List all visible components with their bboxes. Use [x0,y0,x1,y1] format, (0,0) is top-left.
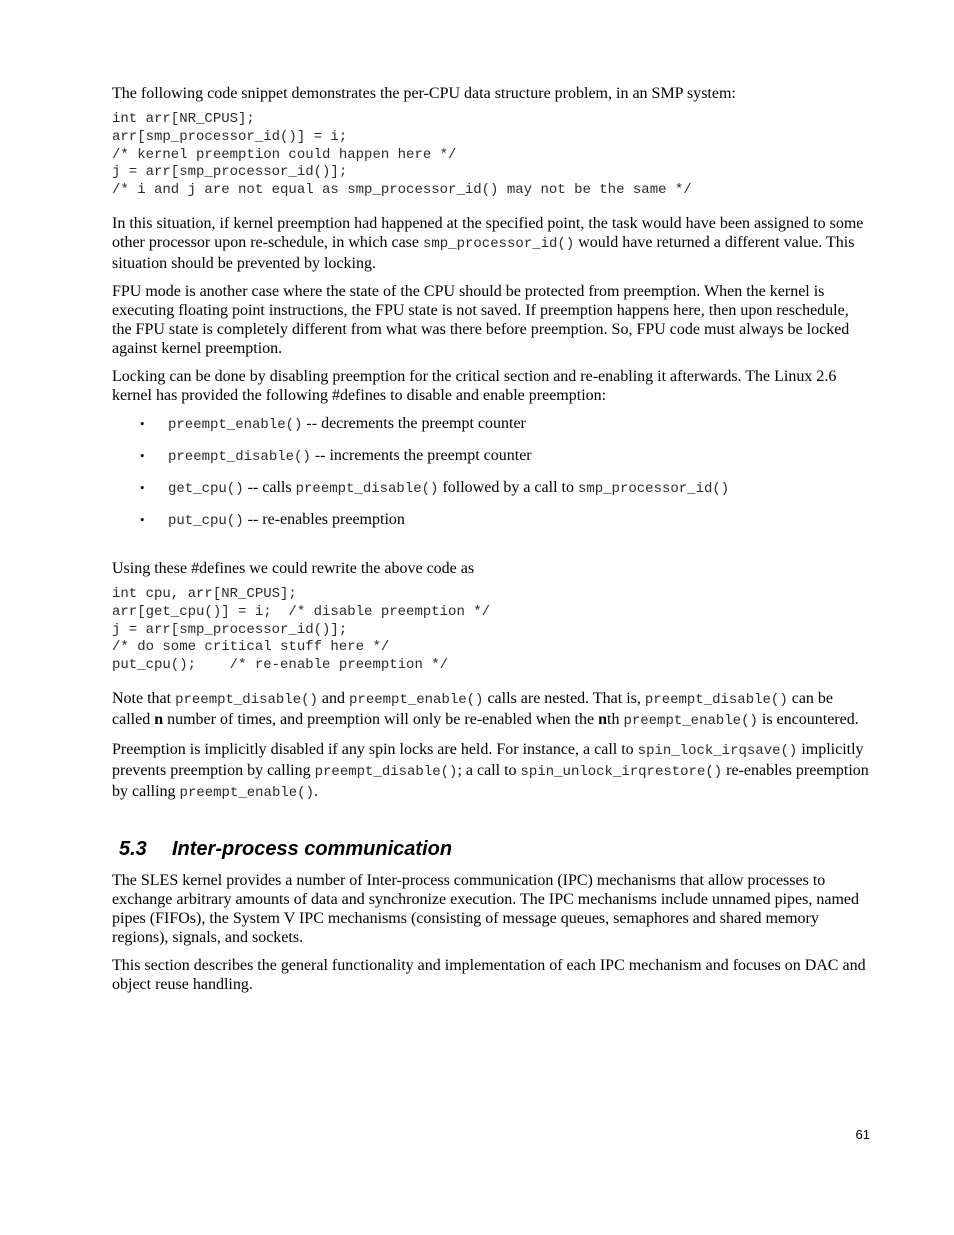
implicit-paragraph [112,740,872,803]
list-item [140,446,872,467]
implicit-text: ; a call to [457,761,521,779]
inline-code: smp_processor_id() [423,235,575,252]
bullet-icon: • [140,479,145,495]
inline-code: put_cpu() [168,512,244,529]
section-number: 5.3 [119,837,147,860]
inline-code: preempt_disable() [168,448,311,465]
bullet-icon: • [140,447,145,463]
implicit-text: Preemption is implicitly disabled if any spin locks are held. For instance, a call to [112,740,638,758]
inline-code: preempt_disable() [644,691,788,708]
note-text: Note that [112,689,176,707]
implicit-text: implicitly prevents preemption by calling [112,740,864,779]
code-snippet-rewrite: int cpu, arr[NR_CPUS]; arr[get_cpu()] = i; /* disable preemption */ j = arr[smp_processor_id()]; /* do some critical stuff here */ put_cpu(); /* re-enable preemption */ [112,585,491,674]
list-item-text: -- calls [243,478,296,496]
list-item-text: -- increments the preempt counter [310,446,532,464]
section-title: Inter-process communication [172,837,453,860]
inline-code: preempt_enable() [623,712,758,729]
situation-text-a: In this situation, if kernel preemption had happened at the specified point, the task would have been assigned to some other processor upon re-schedule, in which case [112,214,864,251]
section-heading [119,837,872,861]
list-item [140,414,872,435]
list-item-text: followed by a call to [438,478,578,496]
code-snippet-smp: int arr[NR_CPUS]; arr[smp_processor_id()] = i; /* kernel preemption could happen here */ j = arr[smp_processor_id()]; /* i and j are not equal as smp_processor_id() may not be the same */ [112,111,692,199]
inline-code: get_cpu() [168,480,244,497]
list-item [140,478,872,499]
section-description-paragraph: This section describes the general functionality and implementation of each IPC mechanism and focuses on DAC and object reuse handling. [112,956,866,993]
bold-n: n [154,710,164,728]
document-page [112,84,872,1003]
situation-paragraph [112,214,872,273]
bullet-icon: • [140,415,145,431]
implicit-text: . [313,782,318,800]
note-text: can be called [112,689,834,728]
inline-code: spin_lock_irqsave() [637,742,798,759]
inline-code: preempt_disable() [295,480,439,497]
note-text: is encountered. [757,710,859,728]
sles-paragraph: The SLES kernel provides a number of Inter-process communication (IPC) mechanisms that allow processes to exchange arbitrary amounts of data and synchronize execution. The IPC mechanisms include unnamed pipes, named pipes (FIFOs), the System V IPC mechanisms (consisting of message queues, semaphores and shared memory regions), signals, and sockets. [112,871,860,946]
list-item [140,510,872,531]
inline-code: preempt_enable() [179,784,314,801]
note-text: and [317,689,350,707]
implicit-text: re-enables preemption by calling [112,761,869,800]
inline-code: preempt_enable() [168,416,303,433]
bold-n: n [598,710,607,728]
preempt-defines-list [112,414,872,531]
inline-code: preempt_disable() [314,763,458,780]
note-paragraph [112,689,872,731]
bullet-icon: • [140,511,145,527]
inline-code: preempt_enable() [349,691,484,708]
note-text: th [607,710,624,728]
inline-code: spin_unlock_irqrestore() [520,763,723,780]
list-item-text: -- decrements the preempt counter [302,414,526,432]
page-number: 61 [855,1127,870,1142]
inline-code: preempt_disable() [175,691,318,708]
fpu-paragraph: FPU mode is another case where the state of the CPU should be protected from preemption. When the kernel is executing floating point instructions, the FPU state is not saved. If preemption happens here, then upon reschedule, the FPU state is completely different from what was there before preemption. So, FPU code must always be locked against kernel preemption. [112,282,850,357]
note-text: calls are nested. That is, [483,689,645,707]
situation-text-b: would have returned a different value. This situation should be prevented by locking. [112,233,855,272]
using-paragraph: Using these #defines we could rewrite the above code as [112,559,475,577]
locking-paragraph: Locking can be done by disabling preemption for the critical section and re-enabling it afterwards. The Linux 2.6 kernel has provided the following #defines to disable and enable preemption: [112,367,837,404]
inline-code: smp_processor_id() [577,480,730,497]
intro-paragraph: The following code snippet demonstrates the per-CPU data structure problem, in an SMP system: [112,85,736,102]
list-item-text: -- re-enables preemption [243,510,405,528]
note-text: number of times, and preemption will only be re-enabled when the [163,710,599,728]
